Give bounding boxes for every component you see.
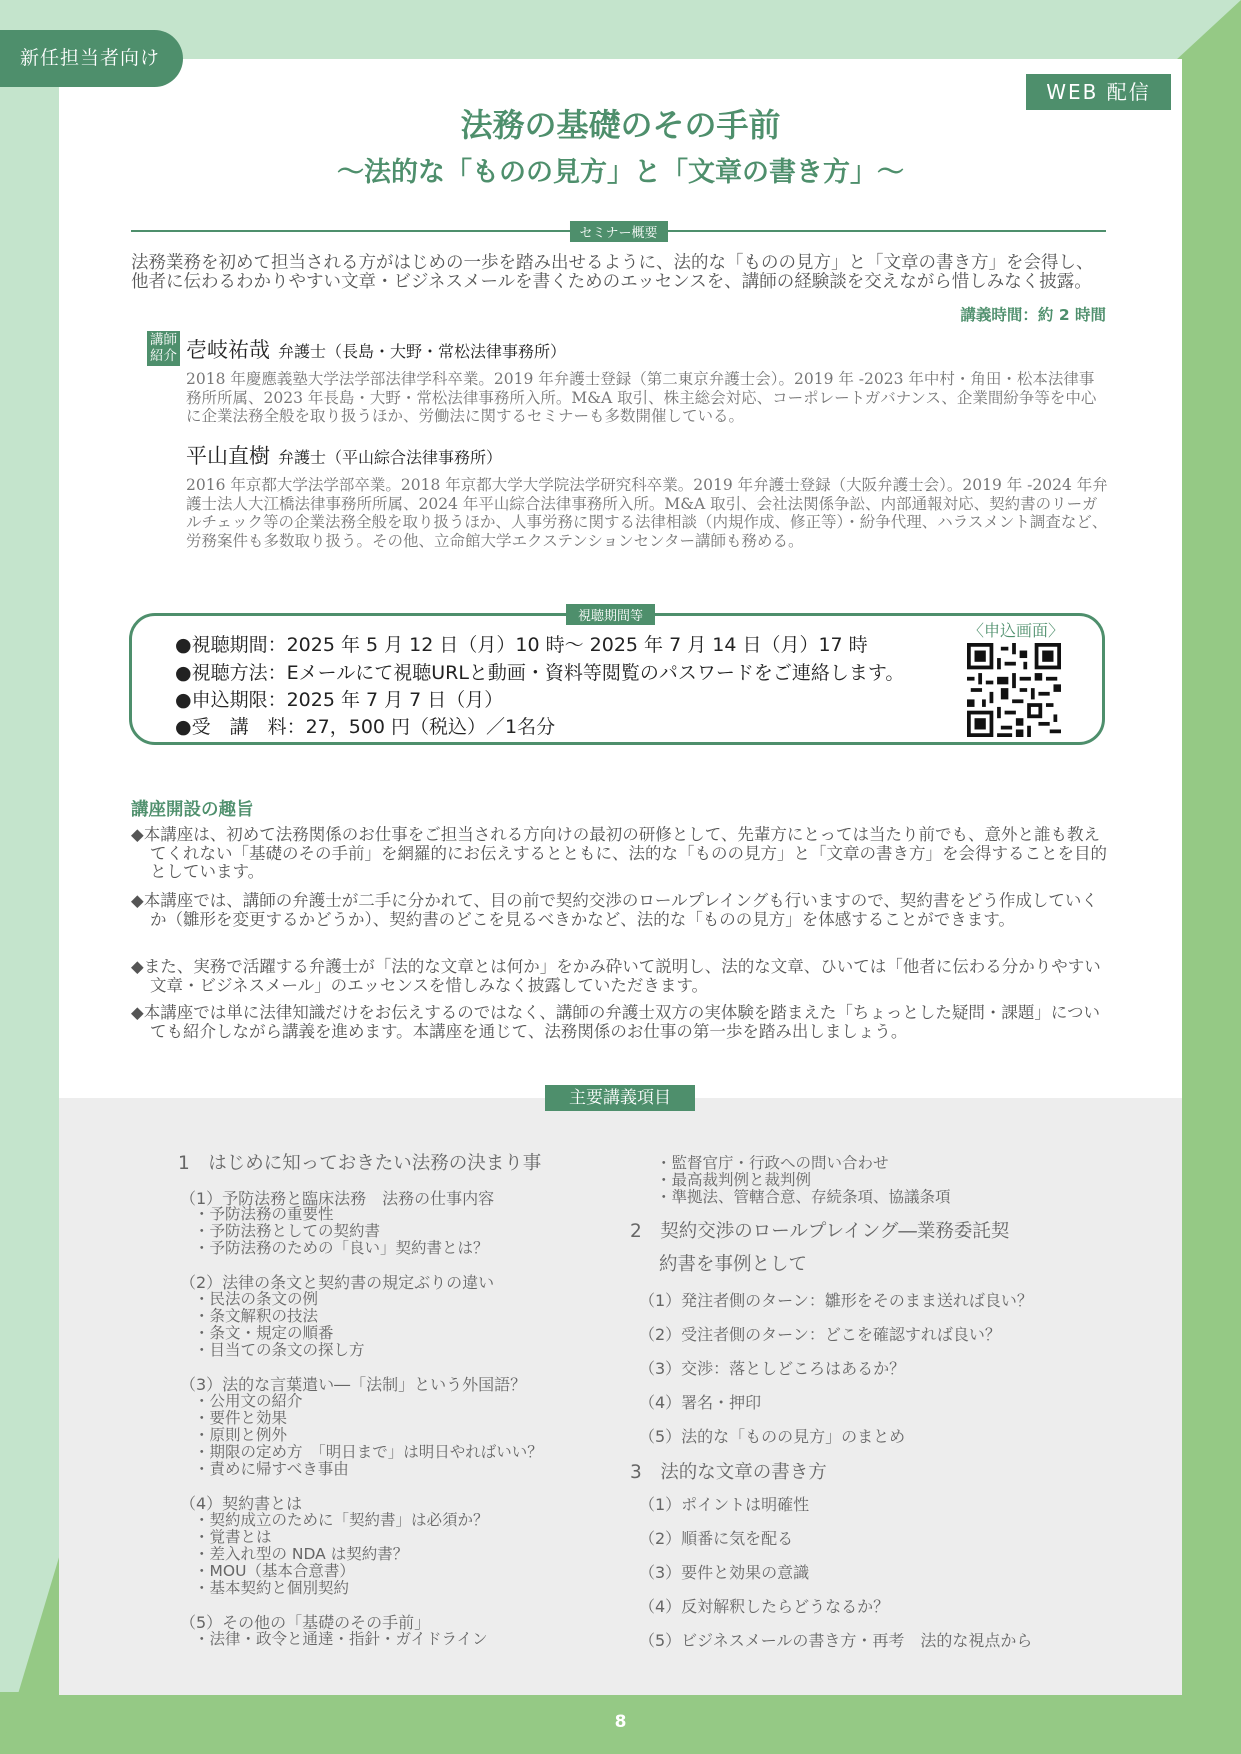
right-item-1: ・監督官庁・行政への問い合わせ bbox=[656, 1154, 889, 1172]
left-item-15: ・期限の定め方 「明日まで」は明日やればいい？ bbox=[194, 1443, 543, 1461]
overview-text: 法務業務を初めて担当される方がはじめの一歩を踏み出せるように、法的な「ものの見方」と「文章の書き方」を会得し、他者に伝わるわかりやすい文章・ビジネスメールを書くためのエッセンスを、講師の経験談を交えながら惜しみなく披露。 bbox=[131, 253, 1094, 292]
left-item-13: ・要件と効果 bbox=[194, 1409, 288, 1427]
right-item-2: ・最高裁判例と裁判例 bbox=[656, 1171, 812, 1189]
viewing-method: ●視聴方法：Eメールにて視聴URLと動画・資料等閲覧のパスワードをご連絡します。 bbox=[175, 662, 905, 684]
qr-code[interactable] bbox=[967, 643, 1061, 737]
lecturer-2-affiliation: 弁護士（平山綜合法律事務所） bbox=[278, 448, 503, 467]
left-item-3: ・予防法務の重要性 bbox=[194, 1205, 334, 1223]
left-item-4: ・予防法務としての契約書 bbox=[194, 1222, 381, 1240]
delivery-badge: WEB 配信 bbox=[1026, 74, 1171, 110]
fee: ●受 講 料：27，500 円（税込）／1名分 bbox=[175, 716, 556, 738]
purpose-item-2: ◆本講座では、講師の弁護士が二手に分かれて、目の前で契約交渉のロールプレイングも行いますので、契約書をどう作成していくか（雛形を変更するかどうか）、契約書のどこを見るべきかなど、法的な「ものの見方」を体感することができます。 bbox=[131, 891, 1098, 929]
left-item-5: ・予防法務のための「良い」契約書とは？ bbox=[194, 1239, 489, 1257]
left-item-24: ・法律・政令と通達・指針・ガイドライン bbox=[194, 1630, 488, 1648]
right-item-13: （2）順番に気を配る bbox=[639, 1529, 794, 1548]
lecturer-1-bio: 2018 年慶應義塾大学法学部法律学科卒業。2019 年弁護士登録（第二東京弁護士会）。2019 年 -2023 年中村・角田・松本法律事務所所属、2023 年長島・大野・常松法律事務所入所。M&A 取引、株主総会対応、コーポレートガバナンス、企業間紛争等を中心に企業法務全般を取り扱うほか、労働法に関するセミナーも多数開催している。 bbox=[186, 370, 1097, 425]
left-item-7: ・民法の条文の例 bbox=[194, 1290, 319, 1308]
left-item-17: （4）契約書とは bbox=[180, 1494, 303, 1513]
purpose-item-1: ◆本講座は、初めて法務関係のお仕事をご担当される方向けの最初の研修として、先輩方にとっては当たり前でも、意外と誰も教えてくれない「基礎のその手前」を網羅的にお伝えするとともに、法的な「ものの見方」と「文章の書き方」を会得することを目的としています。 bbox=[131, 825, 1107, 881]
left-item-10: ・目当ての条文の探し方 bbox=[194, 1341, 365, 1359]
purpose-item-3: ◆また、実務で活躍する弁護士が「法的な文章とは何か」をかみ砕いて説明し、法的な文章、ひいては「他者に伝わる分かりやすい文章・ビジネスメール」のエッセンスを惜しみなく披露していただきます。 bbox=[131, 957, 1101, 995]
purpose-item-4: ◆本講座では単に法律知識だけをお伝えするのではなく、講師の弁護士双方の実体験を踏まえた「ちょっとした疑問・課題」についても紹介しながら講義を進めます。本講座を通じて、法務関係のお仕事の第一歩を踏み出しましょう。 bbox=[131, 1003, 1101, 1041]
left-item-8: ・条文解釈の技法 bbox=[194, 1307, 319, 1325]
left-item-18: ・契約成立のために「契約書」は必須か？ bbox=[194, 1511, 489, 1529]
right-item-16: （5）ビジネスメールの書き方・再考 法的な視点から bbox=[639, 1631, 1033, 1650]
left-item-11: （3）法的な言葉遣い―「法制」という外国語？ bbox=[180, 1375, 527, 1394]
lecturer-badge: 講師紹介 bbox=[147, 331, 180, 366]
purpose-heading: 講座開設の趣旨 bbox=[131, 800, 254, 820]
left-item-23: （5）その他の「基礎のその手前」 bbox=[180, 1613, 431, 1632]
left-item-12: ・公用文の紹介 bbox=[194, 1392, 303, 1410]
left-item-14: ・原則と例外 bbox=[194, 1426, 288, 1444]
viewing-period: ●視聴期間：2025 年 5 月 12 日（月）10 時～ 2025 年 7 月 14 日（月）17 時 bbox=[175, 634, 868, 656]
audience-tag: 新任担当者向け bbox=[0, 30, 183, 87]
right-item-5: 約書を事例として bbox=[659, 1254, 808, 1275]
lecturer-1-heading bbox=[186, 334, 566, 364]
left-item-20: ・差入れ型の NDA は契約書？ bbox=[194, 1545, 409, 1563]
page-title: 法務の基礎のその手前 bbox=[460, 106, 781, 144]
right-item-8: （3）交渉：落としどころはあるか？ bbox=[639, 1359, 906, 1378]
lecturer-2-heading bbox=[186, 440, 502, 470]
main-items-title: 主要講義項目 bbox=[545, 1085, 695, 1111]
right-item-9: （4）署名・押印 bbox=[639, 1393, 762, 1412]
lecturer-1-name: 壱岐祐哉 bbox=[186, 338, 270, 362]
left-item-9: ・条文・規定の順番 bbox=[194, 1324, 334, 1342]
left-item-16: ・責めに帰すべき事由 bbox=[194, 1460, 349, 1478]
left-item-21: ・MOU（基本合意書） bbox=[194, 1562, 355, 1580]
right-item-4: 2 契約交渉のロールプレイング―業務委託契 bbox=[630, 1221, 1010, 1242]
right-item-15: （4）反対解釈したらどうなるか？ bbox=[639, 1597, 890, 1616]
page-number: 8 bbox=[614, 1712, 627, 1732]
left-item-2: （1）予防法務と臨床法務 法務の仕事内容 bbox=[180, 1189, 495, 1208]
lecturer-1-affiliation: 弁護士（長島・大野・常松法律事務所） bbox=[278, 342, 567, 361]
viewing-label: 視聴期間等 bbox=[566, 604, 655, 625]
right-item-7: （2）受注者側のターン：どこを確認すれば良い？ bbox=[639, 1325, 1001, 1344]
overview-divider bbox=[131, 226, 1106, 241]
lecturer-2-bio: 2016 年京都大学法学部卒業。2018 年京都大学大学院法学研究科卒業。2019 年弁護士登録（大阪弁護士会）。2019 年 -2024 年弁護士法人大江橋法律事務所所属、2024 年平山綜合法律事務所入所。M&A 取引、会社法関係争訟、内部通報対応、契約書のリーガルチェック等の企業法務全般を取り扱うほか、人事労務に関する法律相談（内規作成、修正等）・紛争代理、ハラスメント調査など、労務案件も多数取り扱う。その他、立命館大学エクステンションセンター講師も務める。 bbox=[186, 476, 1108, 550]
right-item-10: （5）法的な「ものの見方」のまとめ bbox=[639, 1427, 906, 1446]
right-item-3: ・準拠法、管轄合意、存続条項、協議条項 bbox=[656, 1188, 951, 1206]
left-item-19: ・覚書とは bbox=[194, 1528, 272, 1546]
right-item-11: 3 法的な文章の書き方 bbox=[630, 1462, 827, 1483]
qr-caption: 〈申込画面〉 bbox=[967, 621, 1064, 640]
overview-label: セミナー概要 bbox=[569, 221, 667, 242]
right-item-6: （1）発注者側のターン：雛形をそのまま送れば良い？ bbox=[639, 1291, 1033, 1310]
application-deadline: ●申込期限：2025 年 7 月 7 日（月） bbox=[175, 689, 504, 711]
left-item-6: （2）法律の条文と契約書の規定ぶりの違い bbox=[180, 1273, 495, 1292]
left-item-1: 1 はじめに知っておきたい法務の決まり事 bbox=[178, 1153, 542, 1174]
lecture-time: 講義時間：約 2 時間 bbox=[960, 306, 1106, 324]
right-item-12: （1）ポイントは明確性 bbox=[639, 1495, 810, 1514]
right-item-14: （3）要件と効果の意識 bbox=[639, 1563, 810, 1582]
left-item-22: ・基本契約と個別契約 bbox=[194, 1579, 350, 1597]
page-subtitle: ～法的な「ものの見方」と「文章の書き方」～ bbox=[337, 157, 904, 188]
lecturer-2-name: 平山直樹 bbox=[186, 444, 270, 468]
